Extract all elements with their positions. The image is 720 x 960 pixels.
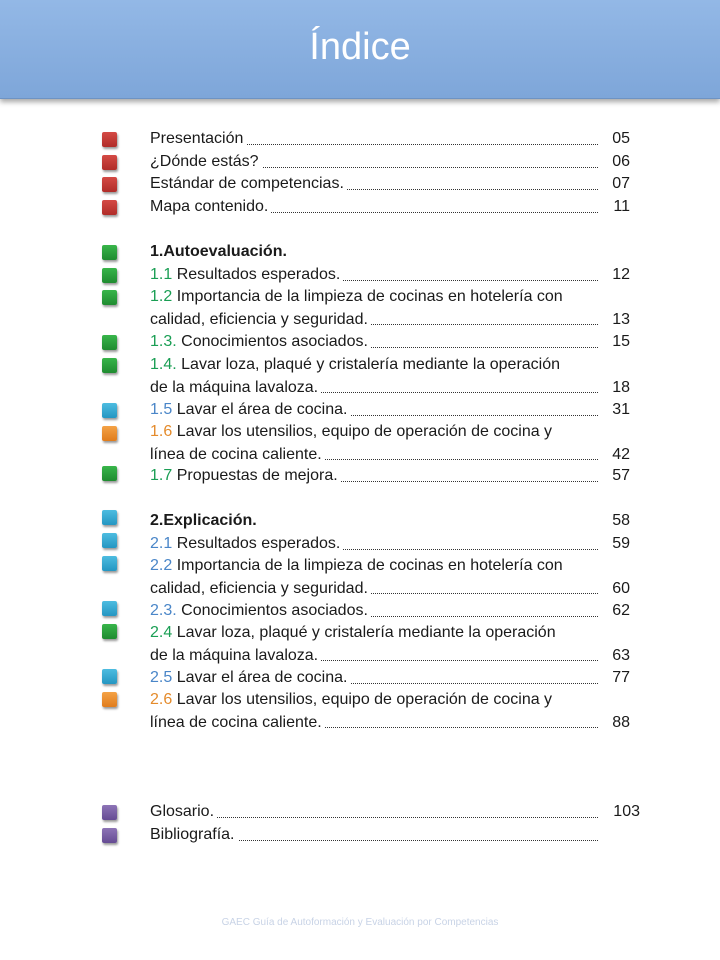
toc-entry-1-5[interactable]: 1.5 Lavar el área de cocina. 31 [150,399,640,422]
orange-square-icon [102,692,117,707]
toc-entry-1-2[interactable]: 1.2 Importancia de la limpieza de cocinas en hotelería con calidad, eficiencia y seguridad. 13 [150,286,640,331]
toc-entry-mapa-contenido[interactable]: Mapa contenido. 11 [150,196,640,219]
toc-entry-2-2[interactable]: 2.2 Importancia de la limpieza de cocinas en hotelería con calidad, eficiencia y seguridad. 60 [150,555,640,600]
page-number: 05 [612,128,630,151]
page-number: 18 [612,377,630,400]
section-number: 1.1 [150,266,173,283]
section-number: 1.7 [150,467,173,484]
page-number: 12 [612,264,630,287]
section-number: 2.2 [150,557,173,574]
section-number: 2.4 [150,624,173,641]
page-number: 77 [612,667,630,690]
toc-entry-2-5[interactable]: 2.5 Lavar el área de cocina. 77 [150,667,640,690]
toc-entry-2-4[interactable]: 2.4 Lavar loza, plaqué y cristalería mediante la operación de la máquina lavaloza. 63 [150,622,640,667]
toc-entry-2-1[interactable]: 2.1 Resultados esperados. 59 [150,533,640,556]
page-number: 58 [612,512,630,529]
page-number: 60 [612,578,630,601]
page-number: 88 [612,712,630,735]
toc-entry-1-6[interactable]: 1.6 Lavar los utensilios, equipo de operación de cocina y línea de cocina caliente. 42 [150,421,640,466]
toc-entry-presentacion[interactable]: Presentación 05 [150,128,640,151]
toc-entry-1-4[interactable]: 1.4. Lavar loza, plaqué y cristalería mediante la operación de la máquina lavaloza. 18 [150,354,640,399]
section-number: 1.3. [150,333,177,350]
orange-square-icon [102,426,117,441]
blue-square-icon [102,669,117,684]
page-number: 31 [612,399,630,422]
section-number: 2.1 [150,535,173,552]
page-number: 57 [612,465,630,488]
toc-entry-1-3[interactable]: 1.3. Conocimientos asociados. 15 [150,331,640,354]
page-number: 63 [612,645,630,668]
red-square-icon [102,155,117,170]
header-banner [0,0,720,99]
green-square-icon [102,335,117,350]
green-square-icon [102,290,117,305]
section-number: 2.3. [150,602,177,619]
toc-entry-2-6[interactable]: 2.6 Lavar los utensilios, equipo de operación de cocina y línea de cocina caliente. 88 [150,689,640,734]
page-number: 59 [612,533,630,556]
toc-entry-bibliografia[interactable]: Bibliografía. [150,824,640,847]
page-number: 15 [612,331,630,354]
green-square-icon [102,624,117,639]
toc-entry-1-7[interactable]: 1.7 Propuestas de mejora. 57 [150,465,640,488]
section-number: 2.6 [150,691,173,708]
section-number: 1.2 [150,288,173,305]
red-square-icon [102,132,117,147]
blue-square-icon [102,533,117,548]
toc-entry-2-3[interactable]: 2.3. Conocimientos asociados. 62 [150,600,640,623]
blue-square-icon [102,601,117,616]
toc-entry-donde-estas[interactable]: ¿Dónde estás? 06 [150,151,640,174]
toc-entry-estandar[interactable]: Estándar de competencias. 07 [150,173,640,196]
purple-square-icon [102,828,117,843]
page-number: 42 [612,444,630,467]
page-number: 62 [612,600,630,623]
green-square-icon [102,466,117,481]
green-square-icon [102,245,117,260]
blue-square-icon [102,510,117,525]
green-square-icon [102,358,117,373]
red-square-icon [102,177,117,192]
blue-square-icon [102,403,117,418]
page-number: 11 [613,196,630,219]
page-title: Índice [309,26,411,68]
green-square-icon [102,268,117,283]
section-number: 1.5 [150,401,173,418]
page-number: 06 [612,151,630,174]
toc-section-explicacion[interactable]: 2.Explicación. 58 [150,510,640,533]
red-square-icon [102,200,117,215]
footer-text: GAEC Guía de Autoformación y Evaluación por Competencias [221,917,499,928]
page-number: 103 [613,801,640,824]
blue-square-icon [102,556,117,571]
page-number: 07 [612,173,630,196]
section-number: 1.4. [150,356,177,373]
toc-entry-1-1[interactable]: 1.1 Resultados esperados. 12 [150,264,640,287]
page-number: 13 [612,309,630,332]
purple-square-icon [102,805,117,820]
section-number: 2.5 [150,669,173,686]
section-number: 1.6 [150,423,173,440]
toc-section-autoevaluacion[interactable]: 1.Autoevaluación. [150,241,640,264]
toc-entry-glosario[interactable]: Glosario. 103 [150,801,640,824]
